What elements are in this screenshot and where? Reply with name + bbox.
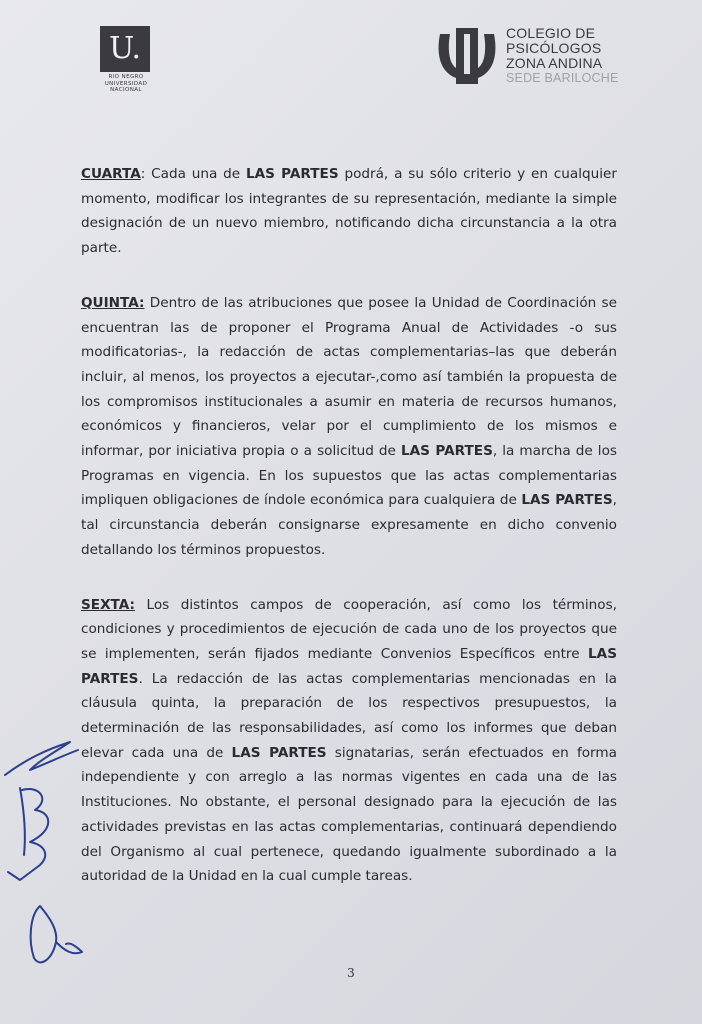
- clause-heading: SEXTA:: [81, 596, 135, 613]
- page-number: 3: [347, 966, 355, 980]
- clause-segment: signatarias, serán efectuados en forma independiente y con arreglo a las normas vigentes en cada una de las Instituciones. No obstante, el personal designado para la ejecución de las actividades previstas en las actas complementarias, continuará dependiendo del Organismo al cual pertenece, quedando igualmente subordinado a la autoridad de la Unidad en la cual cumple tareas.: [81, 744, 617, 885]
- clause-quinta: [81, 291, 617, 563]
- logo-line: PSICÓLOGOS: [506, 40, 602, 56]
- logo-line: COLEGIO DE: [506, 25, 596, 41]
- handwritten-signatures: [0, 730, 110, 980]
- bold-term: LAS PARTES: [231, 744, 327, 761]
- logo-caption-line: RIO NEGRO: [108, 74, 144, 80]
- bold-term: LAS PARTES: [521, 492, 613, 509]
- document-body: [81, 162, 617, 919]
- clause-segment: podrá, a su sólo criterio y en cualquier momento, modificar los integrantes de su representación, mediante la simple designación de un nuevo miembro, notificando dicha circunstancia a la otra parte.: [81, 166, 617, 257]
- logo-caption-line: UNIVERSIDAD: [104, 80, 148, 87]
- clause-segment: . La redacción de las actas complementarias mencionadas en la cláusula quinta, la preparación de los respectivos presupuestos, la determinación de las responsabilidades, así como los informes que deban elevar cada una de: [81, 670, 617, 761]
- clause-heading: QUINTA:: [81, 294, 145, 311]
- bold-term: LAS PARTES: [245, 166, 339, 182]
- clause-cuarta: [81, 162, 617, 261]
- clause-heading: CUARTA: [81, 166, 141, 182]
- clause-sexta: [81, 593, 617, 889]
- clause-text: [81, 597, 617, 885]
- logo-line: SEDE BARILOCHE: [506, 71, 619, 85]
- clause-text: [81, 166, 617, 256]
- clause-segment: Los distintos campos de cooperación, así como los términos, condiciones y procedimientos de ejecución de cada uno de los proyectos que se implementen, serán fijados mediante Convenios Específicos entre: [81, 596, 617, 662]
- logo-mark: U.: [100, 26, 150, 72]
- clause-segment: Dentro de las atribuciones que posee la Unidad de Coordinación se encuentran las de proponer el Programa Anual de Actividades -o sus modificatorias-, la redacción de actas complementarias–las que deberán incluir, al menos, los proyectos a ejecutar-,como así también la propuesta de los compromisos institucionales a asumir en materia de recursos humanos, económicos y financieros, velar por el cumplimiento de los mismos e informar, por iniciativa propia o a solicitud de: [81, 294, 617, 460]
- logo-caption: [100, 74, 152, 94]
- logo-caption-line: NACIONAL: [110, 87, 142, 93]
- clause-text: [81, 295, 617, 558]
- clause-segment: , tal circunstancia deberán consignarse expresamente en dicho convenio detallando los términos propuestos.: [81, 492, 617, 558]
- clause-segment: , la marcha de los Programas en vigencia. En los supuestos que las actas complementarias impliquen obligaciones de índole económica para cualquiera de: [81, 443, 617, 509]
- logo-line: ZONA ANDINA: [506, 55, 603, 71]
- psi-icon: [434, 24, 500, 90]
- logo-text: [506, 26, 619, 86]
- clause-segment: : Cada una de: [140, 166, 246, 182]
- bold-term: LAS PARTES: [400, 443, 493, 460]
- bold-term: LAS PARTES: [81, 645, 617, 687]
- universidad-rio-negro-logo: [100, 26, 152, 94]
